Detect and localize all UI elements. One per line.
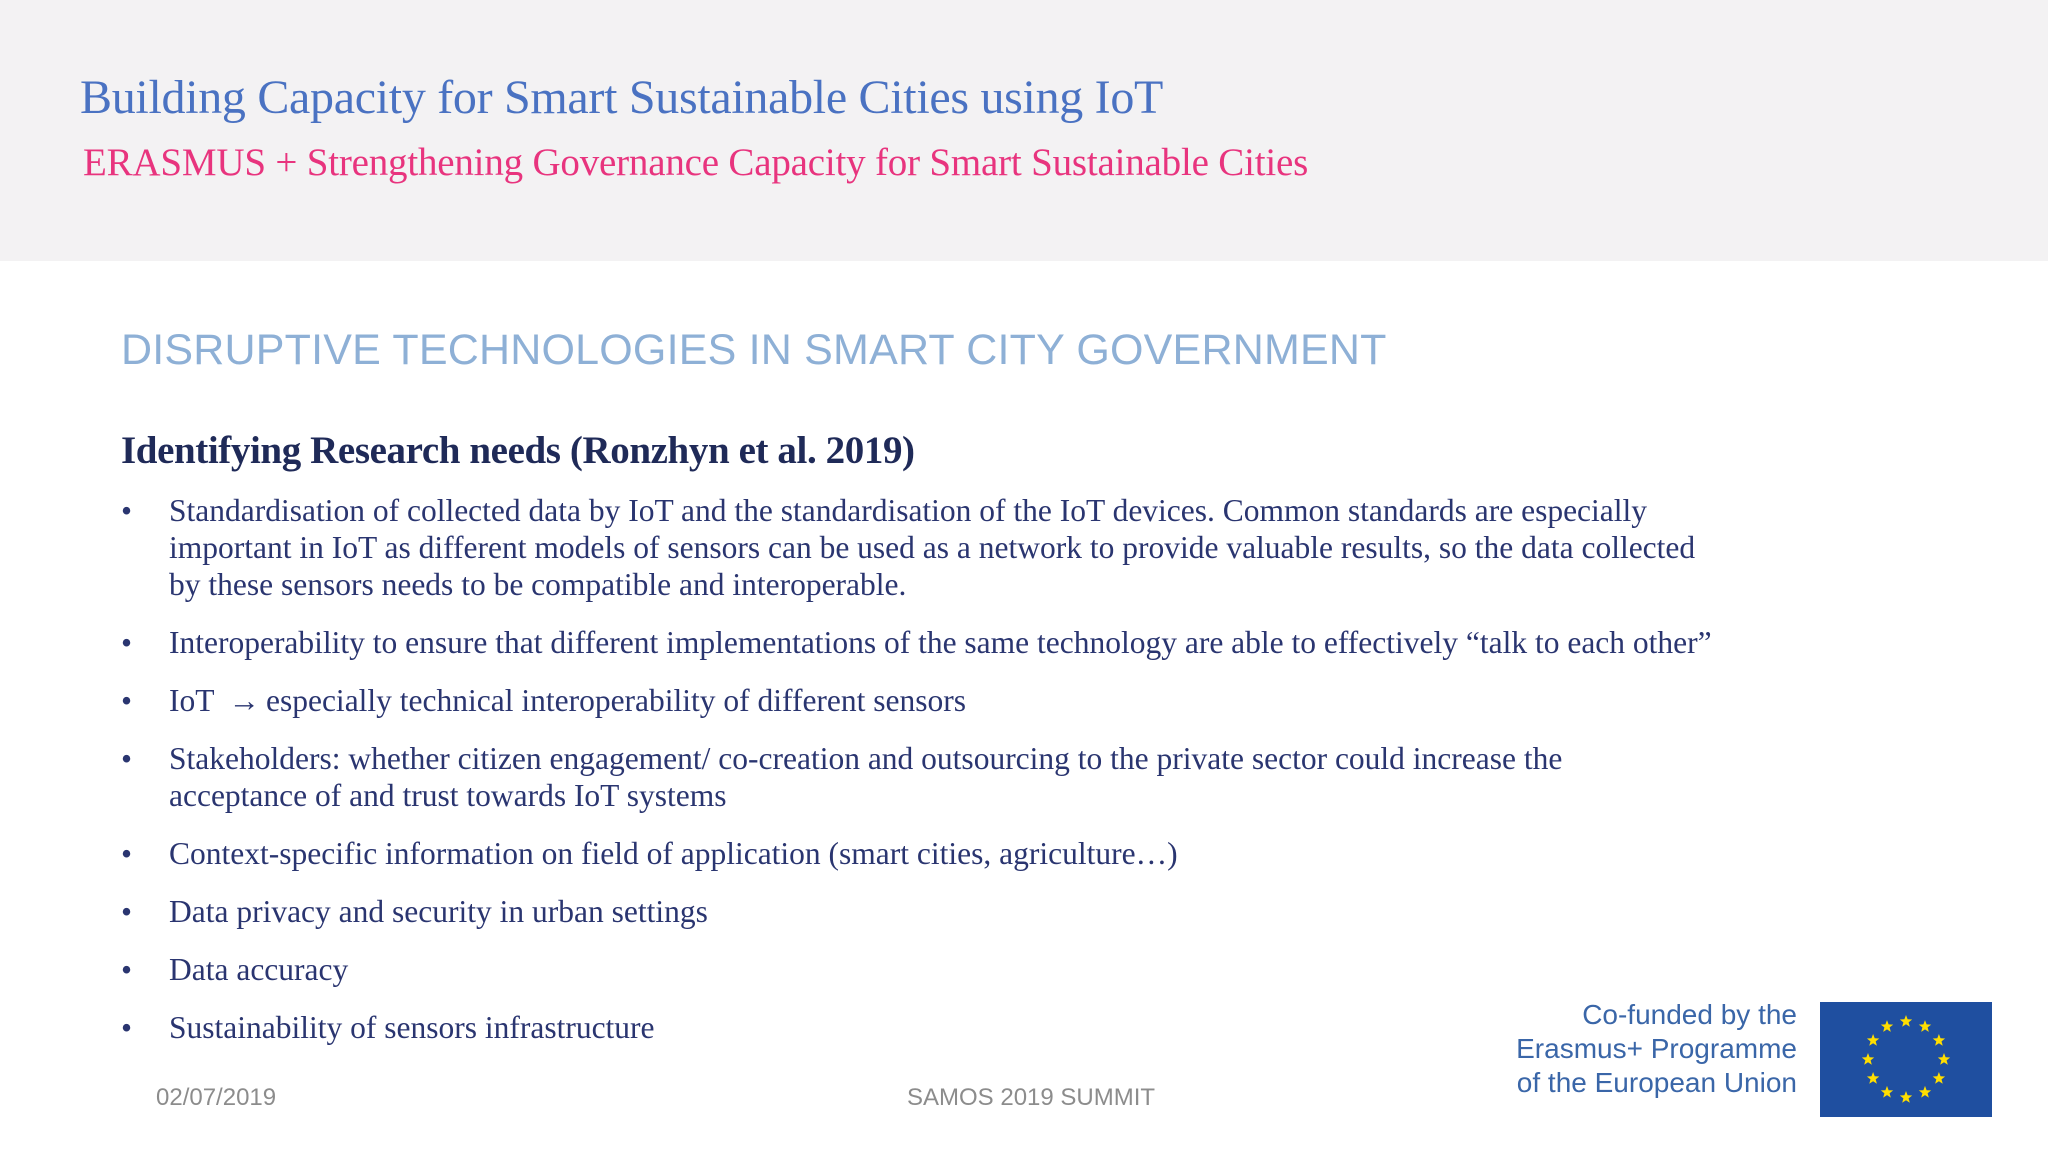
eu-cofunding-logo: [1500, 996, 2000, 1118]
bullet-text: Data privacy and security in urban settings: [169, 894, 708, 929]
bullet-text: Interoperability to ensure that different implementations of the same technology are able to effectively “talk to each other”: [169, 625, 1712, 660]
bullet-text: Data accuracy: [169, 952, 349, 987]
bullet-line: acceptance of and trust towards IoT systems: [169, 778, 727, 813]
bullet-suffix: especially technical interoperability of different sensors: [265, 683, 967, 718]
header-band: [0, 0, 2048, 261]
footer-date: 02/07/2019: [156, 1084, 277, 1111]
bullet-text: Sustainability of sensors infrastructure: [169, 1010, 655, 1045]
bullet-prefix: IoT: [169, 683, 215, 718]
bullet-text: Context-specific information on field of application (smart cities, agriculture…): [169, 836, 1178, 871]
list-item: [121, 682, 1881, 719]
list-item: [121, 740, 1881, 814]
bullet-line: Stakeholders: whether citizen engagement/ co-creation and outsourcing to the private sector could increase the: [169, 741, 1563, 776]
bullet-icon: •: [121, 952, 133, 987]
bullet-line: important in IoT as different models of sensors can be used as a network to provide valuable results, so the data collected: [169, 530, 1696, 565]
slide-title: Building Capacity for Smart Sustainable Cities using IoT: [80, 71, 1164, 124]
list-item: [121, 835, 1881, 872]
bullet-text: [169, 682, 1881, 719]
arrow-right-icon: →: [228, 683, 260, 718]
bullet-line: by these sensors needs to be compatible and interoperable.: [169, 567, 907, 602]
bullet-icon: •: [121, 741, 133, 776]
bullet-icon: •: [121, 493, 133, 528]
bullet-icon: •: [121, 894, 133, 929]
list-item: [121, 893, 1881, 930]
bullet-icon: •: [121, 836, 133, 871]
section-heading: DISRUPTIVE TECHNOLOGIES IN SMART CITY GOVERNMENT: [121, 326, 1387, 374]
bullet-icon: •: [121, 683, 133, 718]
research-heading: Identifying Research needs (Ronzhyn et al. 2019): [121, 429, 915, 472]
eu-cofunding-text: [1516, 998, 1797, 1100]
list-item: [121, 624, 1881, 661]
eu-flag-icon: [1820, 1002, 1992, 1117]
footer-event: SAMOS 2019 SUMMIT: [907, 1084, 1156, 1111]
eu-text-line: Co-funded by the: [1582, 999, 1797, 1030]
bullet-icon: •: [121, 1010, 133, 1045]
list-item: [121, 492, 1881, 603]
eu-text-line: Erasmus+ Programme: [1516, 1033, 1797, 1064]
bullet-icon: •: [121, 625, 133, 660]
eu-text-line: of the European Union: [1516, 1067, 1797, 1098]
bullet-line: Standardisation of collected data by IoT and the standardisation of the IoT devices. Common standards are especially: [169, 493, 1648, 528]
list-item: [121, 951, 1881, 988]
slide-subtitle: ERASMUS + Strengthening Governance Capacity for Smart Sustainable Cities: [83, 141, 1309, 184]
bullet-list: [121, 492, 1881, 1067]
